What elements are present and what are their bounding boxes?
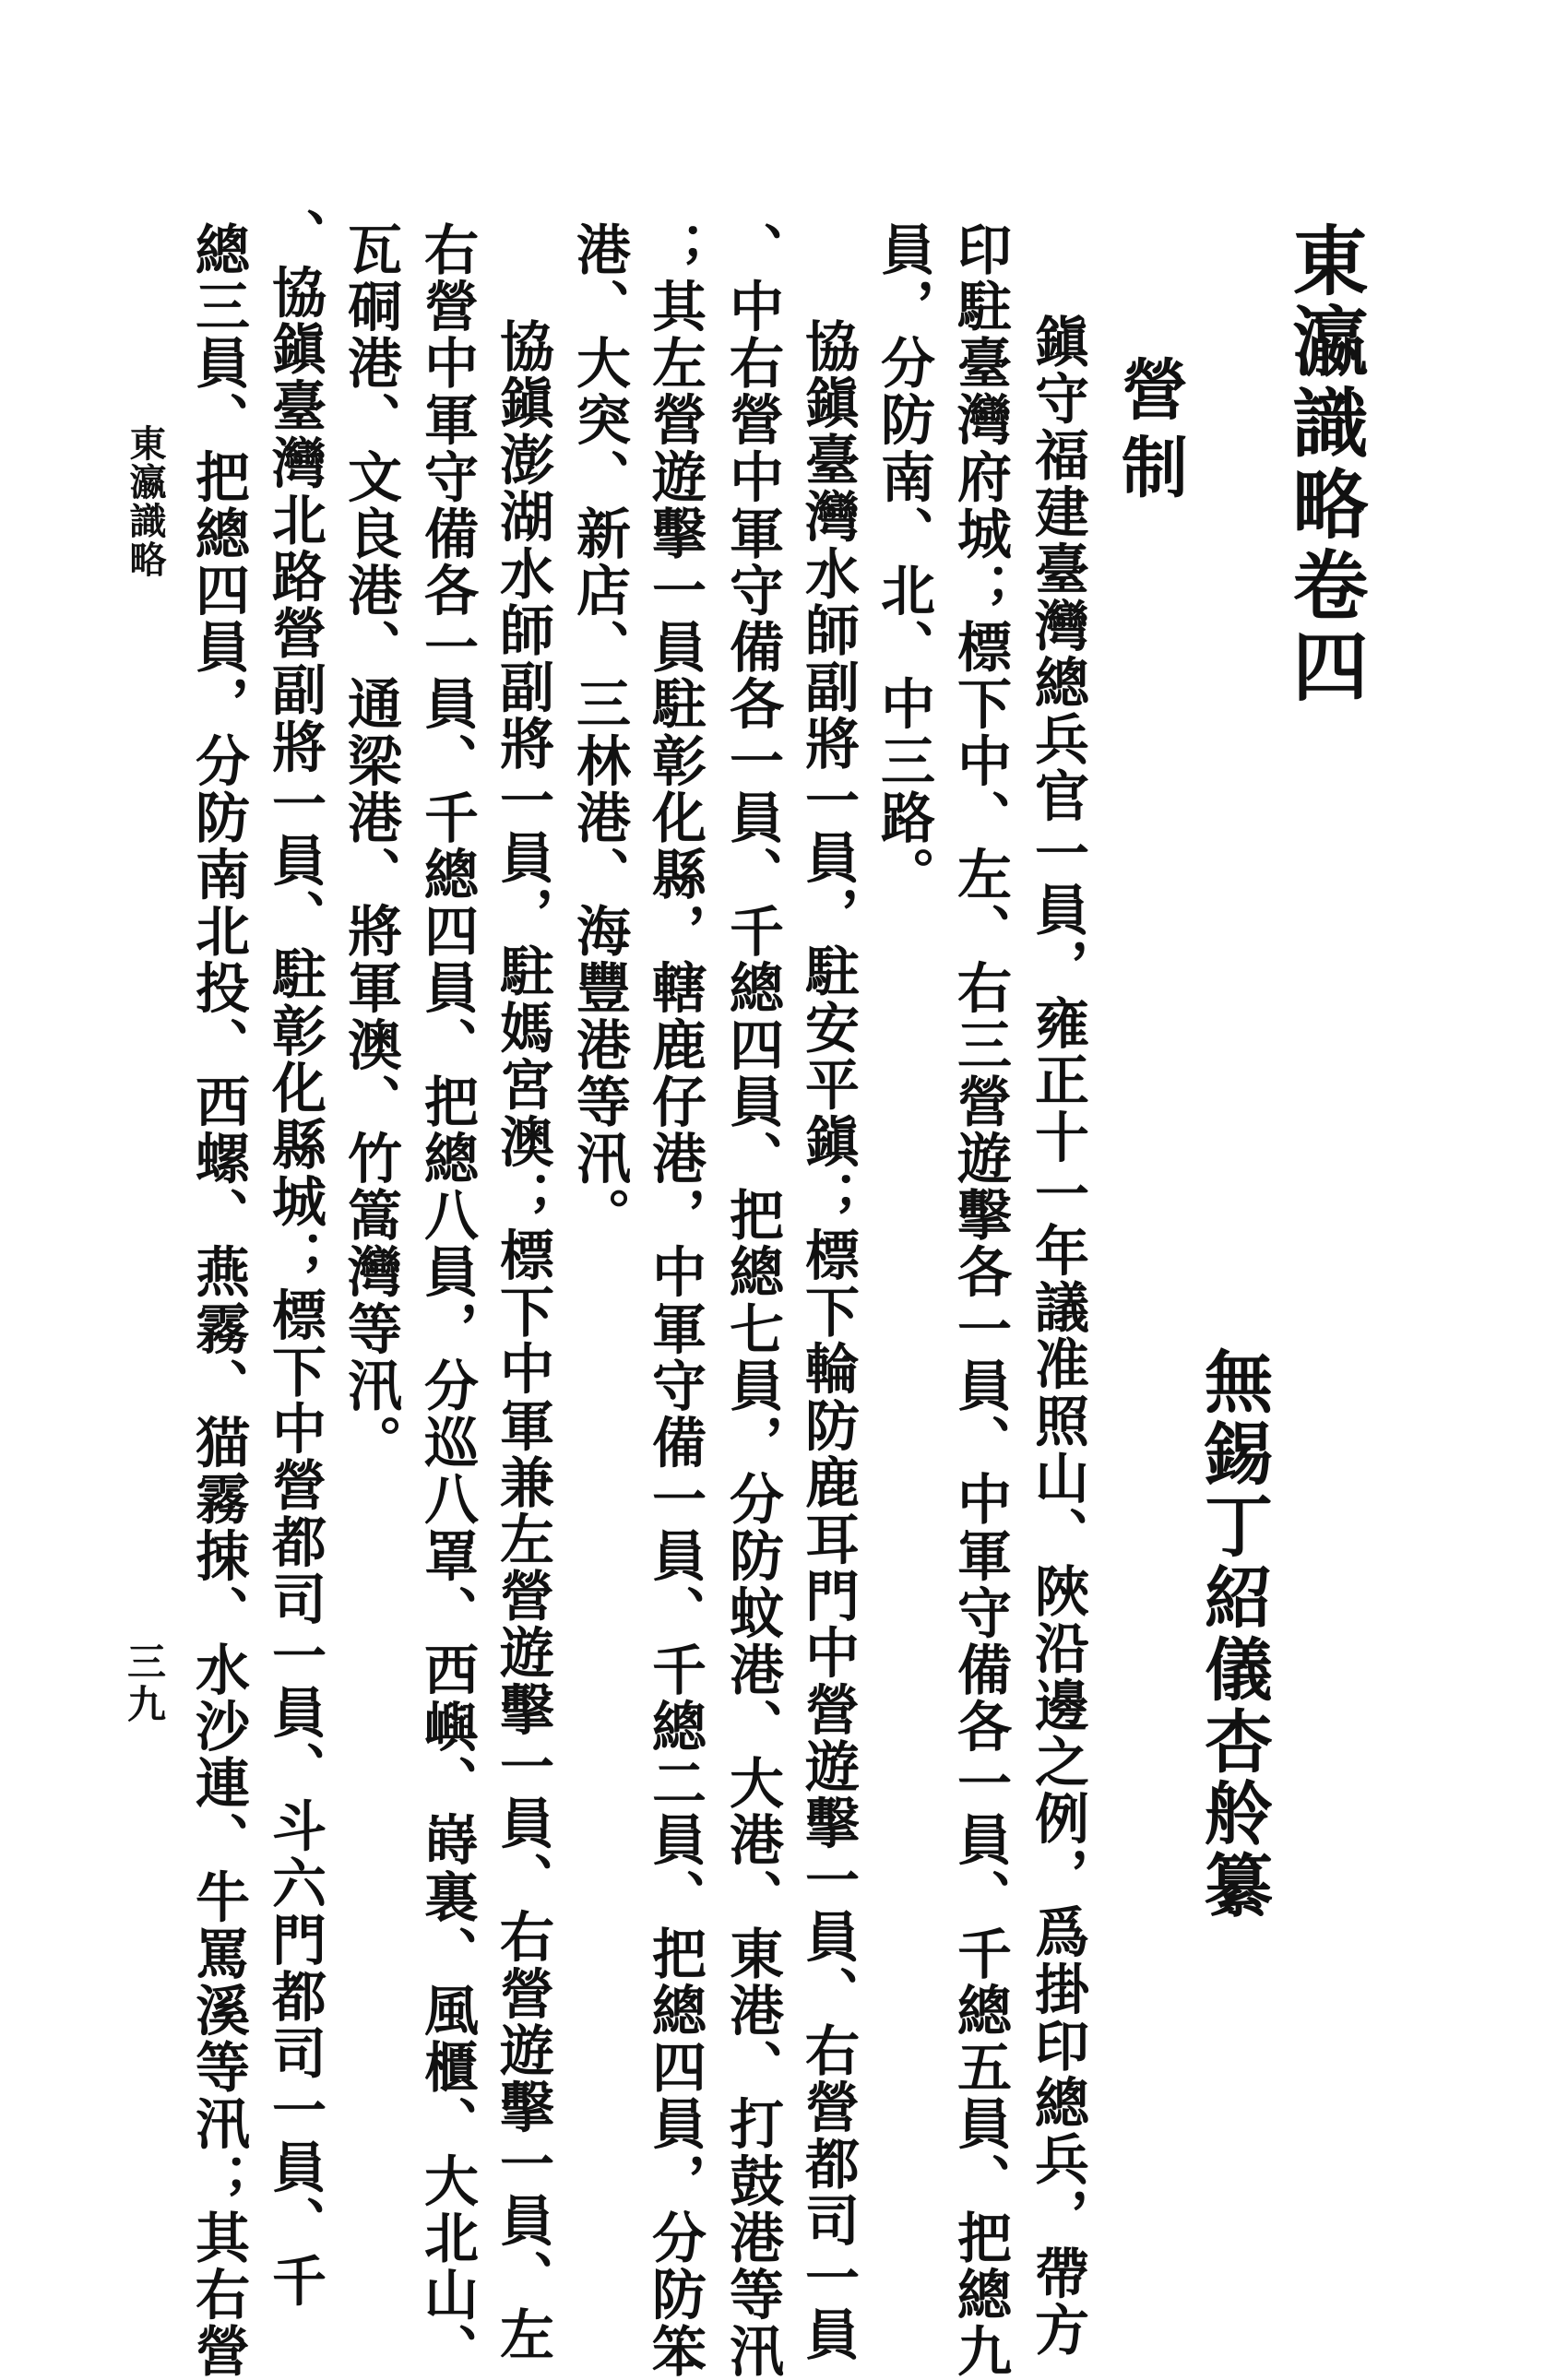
text-column-1: 鎭守福建臺灣總兵官一員，雍正十一年議准照山、陜沿邊之例，爲掛印總兵，帶方 <box>1026 314 1089 2359</box>
text-column-12: 總三員、把總四員，分防南北投、西螺、燕霧、猫霧捒、水沙連、牛罵溪等汛；其右營 <box>186 221 250 2380</box>
book-title: 東瀛識略卷四 <box>1280 221 1369 708</box>
running-title: 東瀛識略 <box>124 424 167 579</box>
text-column-9: 右營中軍守備各一員、千總四員、把總八員，分巡八罩、西嶼、嵵裏、風櫃、大北山、 <box>415 221 479 2380</box>
text-column-8: 協鎭澎湖水師副將一員，駐媽宮澳；標下中軍兼左營遊擊一員、右營遊擊一員、左 <box>491 318 554 2363</box>
section-heading: 營制 <box>1110 355 1189 510</box>
text-column-11: 、協鎭臺灣北路營副將一員、駐彰化縣城；標下中營都司一員、斗六門都司一員、千 <box>263 207 327 2310</box>
text-column-3: 員，分防南、北、中三路。 <box>872 221 935 904</box>
text-column-4: 協鎭臺灣水師副將一員，駐安平鎭；標下輪防鹿耳門中營遊擊一員、右營都司一員 <box>796 318 860 2363</box>
text-column-2: 印駐臺灣府城；標下中、左、右三營遊擊各一員、中軍守備各一員、千總五員、把總九 <box>948 221 1012 2380</box>
text-column-10: 瓦硐港、文良港、通梁港、將軍澳、竹篙灣等汛。 <box>338 221 402 1472</box>
text-column-7: 港、大突、新店、三林港、海豐港等汛。 <box>567 221 631 1244</box>
text-column-6: ；其左營遊擊一員駐彰化縣，轄鹿仔港，中軍守備一員、千總二員、把總四員，分防笨 <box>643 221 707 2380</box>
text-column-5: 、中右營中軍守備各一員、千總四員、把總七員，分防蚊港、大港、東港、打鼓港等汛 <box>720 221 784 2380</box>
page-number: 三九 <box>122 1641 167 1726</box>
author-line: 無錫丁紹儀杏舲纂 <box>1194 1346 1273 1922</box>
